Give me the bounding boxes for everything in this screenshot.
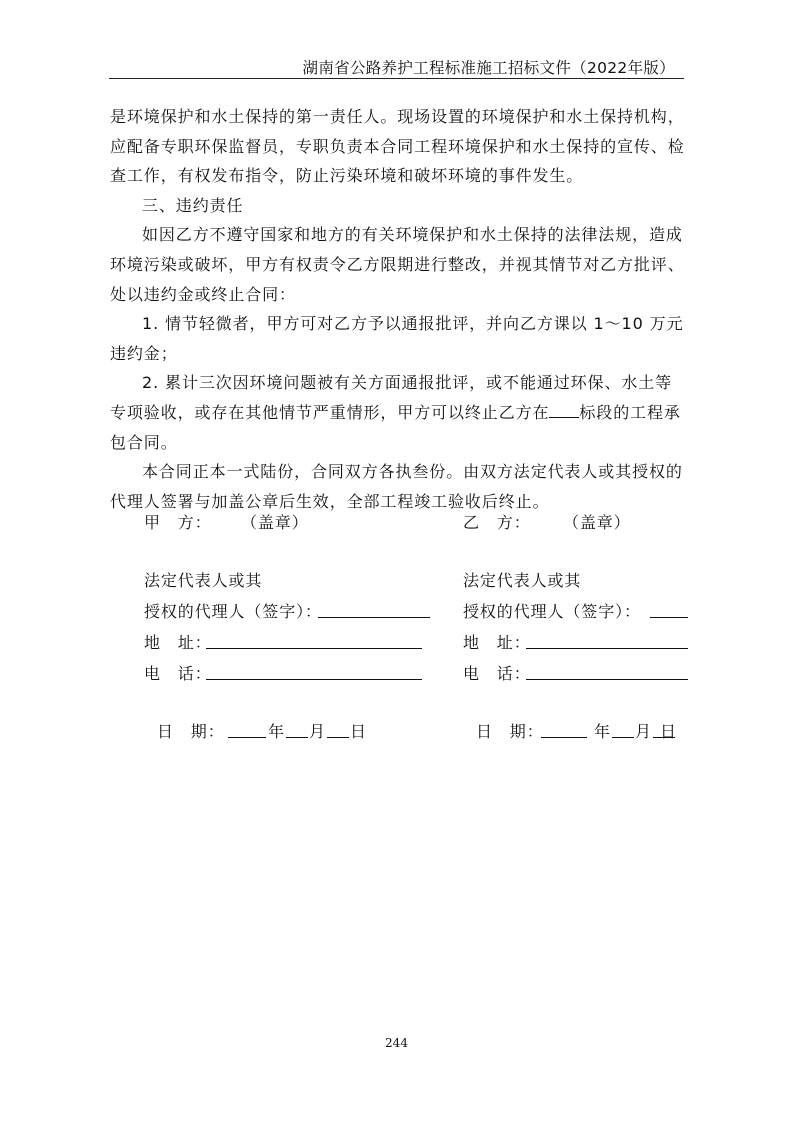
party-a-day-field[interactable] (327, 737, 349, 738)
party-b-phone-label: 电 话： (463, 664, 531, 683)
party-a-address-label: 地 址： (144, 633, 212, 652)
party-a-rep-line2: 授权的代理人（签字）： (144, 602, 322, 621)
party-b-year-field[interactable] (541, 737, 587, 738)
party-b-date-label: 日 期： (476, 722, 544, 741)
paragraph-breach: 如因乙方不遵守国家和地方的有关环境保护和水土保持的法律法规，造成环境污染或破坏，甲方有权责令乙方限期进行整改，并视其情节对乙方批评、处以违约金或终止合同： (110, 225, 685, 304)
paragraph-copies: 本合同正本一式陆份，合同双方各执叁份。由双方法定代表人或其授权的代理人签署与加盖公章后生效，全部工程竣工验收后终止。 (110, 462, 683, 511)
party-a-month-label: 月 (309, 722, 326, 741)
clause-item-2-tail: 标段的工程承包合同。 (110, 402, 681, 452)
page-number: 244 (385, 1036, 408, 1050)
party-b-seal: （盖章） (563, 513, 631, 532)
party-a-seal: （盖章） (241, 513, 309, 532)
clause-item-1: 1. 情节轻微者，甲方可对乙方予以通报批评，并向乙方课以 1～10 万元违约金； (110, 314, 684, 363)
party-b-rep-line2: 授权的代理人（签字）： (463, 602, 641, 621)
party-a-signature-field[interactable] (318, 617, 430, 618)
party-a-address-field[interactable] (206, 648, 422, 649)
paragraph-env-responsibility: 是环境保护和水土保持的第一责任人。现场设置的环境保护和水土保持机构，应配备专职环保监督员，专职负责本合同工程环境保护和水土保持的宣传、检查工作，有权发布指令，防止污染环境和破坏环境的事件发生。 (110, 107, 685, 186)
party-b-address-field[interactable] (526, 648, 688, 649)
party-a-date-label: 日 期： (157, 722, 225, 741)
party-b-signature-field[interactable] (650, 617, 688, 618)
section-heading-liability: 三、违约责任 (142, 195, 244, 215)
party-b-address-label: 地 址： (463, 633, 531, 652)
clause-item-2-text: 2. 累计三次因环境问题被有关方面通报批评，或不能通过环保、水土等专项验收，或存在其他情节严重情形，甲方可以终止乙方在 (110, 373, 673, 422)
header-divider (109, 78, 684, 79)
party-b-year-label: 年 (594, 722, 611, 741)
party-b-month-field[interactable] (612, 737, 634, 738)
party-a-day-label: 日 (350, 722, 367, 741)
document-title: 湖南省公路养护工程标准施工招标文件（2022年版） (302, 59, 675, 77)
contract-body (110, 102, 688, 516)
party-b-month-label: 月 (635, 722, 652, 741)
party-a-year-label: 年 (268, 722, 285, 741)
party-b-rep-line1: 法定代表人或其 (463, 571, 582, 590)
clause-item-2 (110, 368, 688, 457)
party-a-label: 甲 方： (144, 513, 212, 532)
party-a-month-field[interactable] (286, 737, 308, 738)
party-a-phone-field[interactable] (206, 679, 422, 680)
party-b-phone-field[interactable] (526, 679, 688, 680)
party-a-rep-line1: 法定代表人或其 (144, 571, 263, 590)
party-a-year-field[interactable] (228, 737, 266, 738)
party-a-phone-label: 电 话： (144, 664, 212, 683)
party-b-label: 乙 方： (463, 513, 531, 532)
section-blank-field[interactable] (549, 403, 579, 418)
party-b-day-label: 日 (660, 722, 677, 741)
